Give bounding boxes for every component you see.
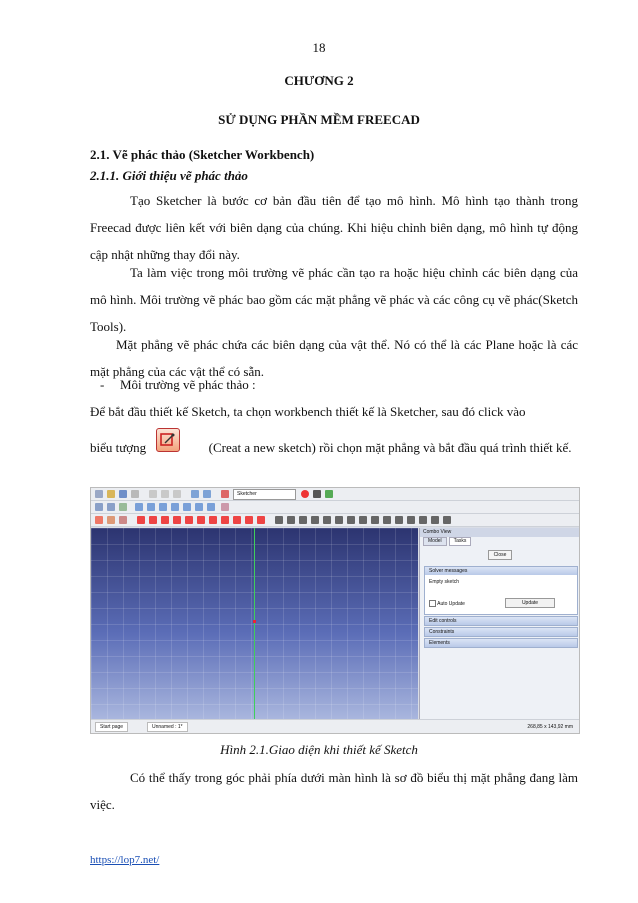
section-heading: 2.1. Vẽ phác thảo (Sketcher Workbench) <box>90 147 315 162</box>
line-icon[interactable] <box>149 516 157 524</box>
paste-icon[interactable] <box>173 490 181 498</box>
constraint-angle-icon[interactable] <box>419 516 427 524</box>
view-top-icon[interactable] <box>159 503 167 511</box>
polyline-icon[interactable] <box>185 516 193 524</box>
draw-style-icon[interactable] <box>119 503 127 511</box>
polygon-icon[interactable] <box>209 516 217 524</box>
figure-caption: Hình 2.1.Giao diện khi thiết kế Sketch <box>220 742 418 757</box>
chapter-title: SỬ DỤNG PHẦN MỀM FREECAD <box>218 112 420 127</box>
edit-controls-header[interactable]: Edit controls <box>425 617 577 625</box>
toggle-construction-icon[interactable] <box>443 516 451 524</box>
instruction-line-2-end: (Creat a new sketch) rồi chọn mặt phẳng và bắt đầu quá trình thiết kế. <box>208 440 572 455</box>
new-sketch-tool-icon[interactable] <box>95 516 103 524</box>
fit-selection-icon[interactable] <box>107 503 115 511</box>
constraint-lock-icon[interactable] <box>383 516 391 524</box>
solver-message-text: Empty sketch <box>429 579 460 585</box>
solver-messages-panel <box>424 566 578 615</box>
view-left-icon[interactable] <box>207 503 215 511</box>
undo-icon[interactable] <box>191 490 199 498</box>
coordinate-readout: 268,85 x 143,92 mm <box>527 724 573 730</box>
checkbox-box[interactable] <box>429 600 436 607</box>
open-file-icon[interactable] <box>107 490 115 498</box>
constraint-distance-icon[interactable] <box>395 516 403 524</box>
constraints-panel[interactable] <box>424 627 578 637</box>
constraint-parallel-icon[interactable] <box>323 516 331 524</box>
view-right-icon[interactable] <box>171 503 179 511</box>
tab-tasks[interactable]: Tasks <box>449 537 472 546</box>
constraint-horizontal-icon[interactable] <box>311 516 319 524</box>
view-rear-icon[interactable] <box>183 503 191 511</box>
fillet-icon[interactable] <box>233 516 241 524</box>
point-icon[interactable] <box>137 516 145 524</box>
tab-model[interactable]: Model <box>423 537 447 546</box>
paragraph-1: Tạo Sketcher là bước cơ bản đầu tiên để tạo mô hình. Mô hình tạo thành trong Freecad được liên kết với biên dạng của chúng. Khi hiệu chỉnh biên dạng, mô hình tự động cập nhật những thay đổi này. <box>90 193 578 262</box>
combo-tabs <box>420 537 580 546</box>
redo-icon[interactable] <box>203 490 211 498</box>
paragraph-2: Ta làm việc trong môi trường vẽ phác cần tạo ra hoặc hiệu chỉnh các biên dạng của mô hình. Môi trường vẽ phác bao gồm các mặt phẳng vẽ phác và các công cụ vẽ phác(Sketch Tools). <box>90 265 578 334</box>
instruction-line-2-start: biểu tượng <box>90 440 147 455</box>
instruction-line-1: Để bắt đầu thiết kế Sketch, ta chọn workbench thiết kế là Sketcher, sau đó click vào <box>90 404 526 419</box>
footer-link[interactable]: https://lop7.net/ <box>90 854 160 866</box>
edit-sketch-icon[interactable] <box>107 516 115 524</box>
view-isometric-icon[interactable] <box>135 503 143 511</box>
page-number: 18 <box>312 40 326 55</box>
toolbar-row-1 <box>91 488 579 501</box>
measure-icon[interactable] <box>221 503 229 511</box>
toolbar-row-3 <box>91 514 579 527</box>
external-geometry-icon[interactable] <box>257 516 265 524</box>
new-sketch-icon <box>156 428 180 452</box>
view-bottom-icon[interactable] <box>195 503 203 511</box>
bullet-item <box>100 377 256 393</box>
rectangle-icon[interactable] <box>197 516 205 524</box>
close-button[interactable]: Close <box>488 550 512 560</box>
y-axis-line <box>254 528 255 719</box>
constraint-snell-icon[interactable] <box>431 516 439 524</box>
slot-icon[interactable] <box>221 516 229 524</box>
bullet-text: Môi trường vẽ phác thảo : <box>120 377 256 392</box>
freecad-screenshot <box>90 487 580 734</box>
constraint-coincident-icon[interactable] <box>275 516 283 524</box>
edit-controls-panel[interactable] <box>424 616 578 626</box>
run-macro-icon[interactable] <box>325 490 333 498</box>
arc-icon[interactable] <box>161 516 169 524</box>
cut-icon[interactable] <box>149 490 157 498</box>
update-button[interactable]: Update <box>505 598 555 608</box>
elements-header[interactable]: Elements <box>425 639 577 647</box>
solver-messages-header[interactable]: Solver messages <box>425 567 577 575</box>
constraint-symmetric-icon[interactable] <box>371 516 379 524</box>
fit-all-icon[interactable] <box>95 503 103 511</box>
circle-icon[interactable] <box>173 516 181 524</box>
constraint-vertical-icon[interactable] <box>299 516 307 524</box>
constraint-radius-icon[interactable] <box>407 516 415 524</box>
view-front-icon[interactable] <box>147 503 155 511</box>
combo-view <box>419 528 580 719</box>
constraint-equal-icon[interactable] <box>359 516 367 524</box>
leave-sketch-icon[interactable] <box>119 516 127 524</box>
paragraph-3: Mặt phẳng vẽ phác chứa các biên dạng của vật thể. Nó có thể là các Plane hoặc là các mặt phẳng của các vật thể có sẵn. <box>90 337 578 379</box>
workbench-select[interactable]: Sketcher <box>233 489 296 500</box>
3d-viewport[interactable] <box>91 528 418 719</box>
chapter-label: CHƯƠNG 2 <box>284 73 354 88</box>
print-icon[interactable] <box>131 490 139 498</box>
record-macro-icon[interactable] <box>301 490 309 498</box>
workbench-icon <box>221 490 229 498</box>
status-bar <box>91 719 579 734</box>
new-file-icon[interactable] <box>95 490 103 498</box>
toolbar-row-2 <box>91 501 579 514</box>
elements-panel[interactable] <box>424 638 578 648</box>
subsection-heading: 2.1.1. Giới thiệu vẽ phác thảo <box>90 168 248 183</box>
stop-macro-icon[interactable] <box>313 490 321 498</box>
combo-view-title: Combo View <box>420 528 580 537</box>
auto-update-label: Auto Update <box>437 600 465 607</box>
constraint-perpendicular-icon[interactable] <box>335 516 343 524</box>
constraints-header[interactable]: Constraints <box>425 628 577 636</box>
copy-icon[interactable] <box>161 490 169 498</box>
doc-tab-unnamed[interactable]: Unnamed : 1* <box>147 722 188 732</box>
bullet-dash: - <box>100 377 105 392</box>
constraint-tangent-icon[interactable] <box>347 516 355 524</box>
closing-paragraph: Có thể thấy trong góc phải phía dưới màn hình là sơ đồ biểu thị mặt phẳng đang làm việc. <box>90 770 578 812</box>
trim-icon[interactable] <box>245 516 253 524</box>
auto-update-checkbox[interactable] <box>429 600 465 607</box>
origin-point <box>253 620 256 623</box>
constraint-point-on-object-icon[interactable] <box>287 516 295 524</box>
doc-tab-start-page[interactable]: Start page <box>95 722 128 732</box>
save-icon[interactable] <box>119 490 127 498</box>
